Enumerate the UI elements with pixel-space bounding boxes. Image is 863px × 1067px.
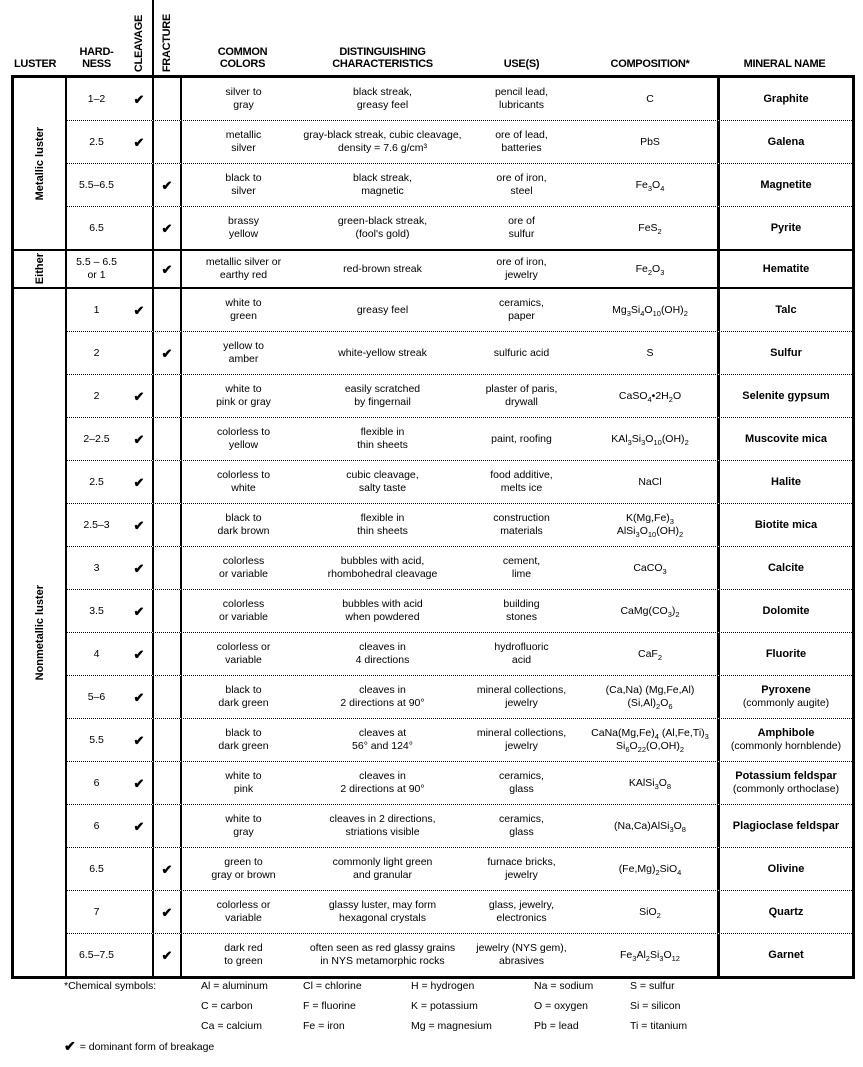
chemical-symbol-entry: Si = silicon <box>630 1000 681 1012</box>
fracture-cell <box>152 762 180 804</box>
mineral-name-cell: Pyrite <box>717 207 852 249</box>
cleavage-cell <box>126 251 152 287</box>
row-biotite-mica <box>67 503 852 546</box>
common-colors-cell: colorless or variable <box>180 891 305 933</box>
row-sulfur <box>67 331 852 374</box>
hardness-cell: 5.5 – 6.5 or 1 <box>76 256 117 281</box>
header-fracture: FRACTURE <box>152 0 180 75</box>
composition-cell: $CaNa(Mg,Fe)_4$ $(Al,Fe,Ti)_3$ $Si_6O_{22}(O,OH)_2$ <box>591 727 709 755</box>
row-halite <box>67 460 852 503</box>
cleavage-cell <box>126 504 152 546</box>
hardness-cell: 5.5–6.5 <box>78 178 115 191</box>
characteristics-cell: green-black streak, (fool's gold) <box>337 215 428 240</box>
fracture-cell <box>152 251 180 287</box>
chemical-symbol-entry: O = oxygen <box>534 1000 588 1012</box>
uses-cell: mineral collections, jewelry <box>476 684 567 709</box>
uses-cell: paint, roofing <box>491 432 552 445</box>
chemical-symbol-entry: K = potassium <box>411 1000 478 1012</box>
cleavage-cell <box>126 207 152 249</box>
cleavage-cell <box>126 719 152 761</box>
mineral-name-cell: Hematite <box>717 251 852 287</box>
row-olivine <box>67 847 852 890</box>
fracture-cell <box>152 461 180 503</box>
chemical-symbol-entry: Pb = lead <box>534 1020 579 1032</box>
cleavage-cell <box>126 891 152 933</box>
check-icon: ✔ <box>133 431 145 447</box>
cleavage-cell <box>126 547 152 589</box>
characteristics-cell: cleaves at 56° and 124° <box>352 727 413 752</box>
fracture-cell <box>152 164 180 206</box>
uses-cell: plaster of paris, drywall <box>485 383 558 408</box>
composition-cell: $Fe_3Al_2Si_3O_{12}$ <box>620 948 680 963</box>
check-icon: ✔ <box>133 732 145 748</box>
check-icon: ✔ <box>133 302 145 318</box>
hardness-cell: 2.5 <box>89 475 104 488</box>
mineral-name-cell: Quartz <box>717 891 852 933</box>
check-icon: ✔ <box>133 560 145 576</box>
hardness-cell: 7 <box>93 905 100 918</box>
check-icon: ✔ <box>161 947 173 963</box>
uses-cell: glass, jewelry, electronics <box>488 899 555 924</box>
common-colors-cell: colorless to yellow <box>180 418 305 460</box>
breakage-key <box>64 1040 214 1053</box>
luster-label: Either <box>33 253 46 285</box>
row-pyrite <box>67 206 852 249</box>
hardness-cell: 2 <box>93 389 100 402</box>
uses-cell: hydrofluoric acid <box>494 641 549 666</box>
hardness-cell: 6 <box>93 819 100 832</box>
chemical-symbols-key <box>64 976 722 1036</box>
composition-cell: $K(Mg,Fe)_3$ $AlSi_3O_{10}(OH)_2$ <box>616 512 684 540</box>
composition-cell: (Ca,Na) (Mg,Fe,Al) $(Si,Al)_2O_6$ <box>605 684 695 712</box>
characteristics-cell: greasy feel <box>356 303 409 316</box>
hardness-cell: 6.5 <box>89 221 104 234</box>
breakage-key-text: = dominant form of breakage <box>79 1040 215 1053</box>
fracture-cell <box>152 78 180 120</box>
characteristics-cell: glassy luster, may form hexagonal crystals <box>328 899 437 924</box>
common-colors-cell: colorless or variable <box>180 633 305 675</box>
row-talc <box>67 289 852 331</box>
fracture-cell <box>152 121 180 163</box>
mineral-name-cell: Muscovite mica <box>717 418 852 460</box>
uses-cell: construction materials <box>493 512 550 537</box>
fracture-cell <box>152 891 180 933</box>
mineral-name-cell: Amphibole (commonly hornblende) <box>717 719 852 761</box>
uses-cell: ceramics, paper <box>499 297 544 322</box>
chemical-symbol-entry: S = sulfur <box>630 980 675 992</box>
hardness-cell: 6.5 <box>89 862 104 875</box>
check-icon: ✔ <box>133 603 145 619</box>
uses-cell: food additive, melts ice <box>490 469 553 494</box>
luster-group-metallic-luster <box>14 78 852 249</box>
common-colors-cell: black to dark brown <box>180 504 305 546</box>
chemical-symbol-entry: H = hydrogen <box>411 980 475 992</box>
properties-of-common-minerals-table <box>11 0 855 979</box>
common-colors-cell: metallic silver <box>180 121 305 163</box>
mineral-name-cell: Olivine <box>717 848 852 890</box>
fracture-cell <box>152 207 180 249</box>
chemical-symbol-entry: Al = aluminum <box>201 980 268 992</box>
cleavage-cell <box>126 762 152 804</box>
composition-cell: FeS$_2$ <box>638 221 662 236</box>
common-colors-cell: black to dark green <box>180 719 305 761</box>
characteristics-cell: commonly light green and granular <box>332 856 433 881</box>
group-rows <box>67 78 852 249</box>
composition-cell: PbS <box>640 135 660 148</box>
cleavage-cell <box>126 289 152 331</box>
hardness-cell: 5.5 <box>89 733 104 746</box>
mineral-name-cell: Garnet <box>717 934 852 976</box>
hardness-cell: 2 <box>93 346 100 359</box>
uses-cell: ore of lead, batteries <box>495 129 548 154</box>
uses-cell: pencil lead, lubricants <box>494 86 549 111</box>
cleavage-cell <box>126 164 152 206</box>
luster-group-either <box>14 249 852 287</box>
check-icon: ✔ <box>64 1038 76 1054</box>
hardness-cell: 1 <box>93 303 100 316</box>
cleavage-cell <box>126 590 152 632</box>
mineral-name-cell: Galena <box>717 121 852 163</box>
characteristics-cell: white-yellow streak <box>338 346 427 359</box>
mineral-name-cell: Biotite mica <box>717 504 852 546</box>
chemical-symbol-entry: Ca = calcium <box>201 1020 262 1032</box>
chemical-symbol-entry: Na = sodium <box>534 980 594 992</box>
fracture-cell <box>152 719 180 761</box>
composition-cell: CaF$_2$ <box>637 647 662 662</box>
row-fluorite <box>67 632 852 675</box>
check-icon: ✔ <box>161 177 173 193</box>
hardness-cell: 1–2 <box>87 92 106 105</box>
check-icon: ✔ <box>133 474 145 490</box>
chemical-symbols-label: *Chemical symbols: <box>64 980 157 992</box>
fracture-cell <box>152 848 180 890</box>
row-graphite <box>67 78 852 120</box>
cleavage-cell <box>126 375 152 417</box>
chemical-symbols-column <box>411 976 534 1036</box>
luster-group-nonmetallic-luster <box>14 287 852 976</box>
composition-cell: SiO$_2$ <box>639 905 661 920</box>
chemical-symbols-column <box>534 976 630 1036</box>
characteristics-cell: black streak, magnetic <box>353 172 412 197</box>
fracture-cell <box>152 504 180 546</box>
chemical-symbol-entry: Cl = chlorine <box>303 980 362 992</box>
row-plagioclase-feldspar <box>67 804 852 847</box>
common-colors-cell: colorless to white <box>180 461 305 503</box>
chemical-symbol-entry: Ti = titanium <box>630 1020 688 1032</box>
mineral-name-cell: Pyroxene (commonly augite) <box>717 676 852 718</box>
characteristics-cell: flexible in thin sheets <box>357 426 408 451</box>
group-rows <box>67 289 852 976</box>
check-icon: ✔ <box>133 689 145 705</box>
fracture-cell <box>152 590 180 632</box>
mineral-name-cell: Magnetite <box>717 164 852 206</box>
hardness-cell: 4 <box>93 647 100 660</box>
composition-cell: S <box>646 346 654 359</box>
header-mineral-name: MINERAL NAME <box>743 58 826 70</box>
row-potassium-feldspar <box>67 761 852 804</box>
fracture-cell <box>152 547 180 589</box>
table-body <box>11 75 855 979</box>
cleavage-cell <box>126 332 152 374</box>
check-icon: ✔ <box>161 904 173 920</box>
uses-cell: cement, lime <box>502 555 541 580</box>
common-colors-cell: silver to gray <box>180 78 305 120</box>
cleavage-cell <box>126 121 152 163</box>
luster-label: Nonmetallic luster <box>33 584 46 681</box>
row-selenite-gypsum <box>67 374 852 417</box>
common-colors-cell: brassy yellow <box>180 207 305 249</box>
uses-cell: ceramics, glass <box>499 813 544 838</box>
cleavage-cell <box>126 461 152 503</box>
chemical-symbols-columns <box>201 976 722 1036</box>
composition-cell: CaCO$_3$ <box>633 561 667 576</box>
chemical-symbols-column <box>303 976 411 1036</box>
header-cleavage: CLEAVAGE <box>133 14 145 72</box>
check-icon: ✔ <box>133 818 145 834</box>
row-calcite <box>67 546 852 589</box>
check-icon: ✔ <box>161 345 173 361</box>
mineral-name-cell: Dolomite <box>717 590 852 632</box>
fracture-cell <box>152 633 180 675</box>
uses-cell: jewelry (NYS gem), abrasives <box>476 942 567 967</box>
fracture-cell <box>152 289 180 331</box>
common-colors-cell: colorless or variable <box>180 547 305 589</box>
hardness-cell: 2.5 <box>89 135 104 148</box>
common-colors-cell: yellow to amber <box>180 332 305 374</box>
common-colors-cell: white to green <box>180 289 305 331</box>
characteristics-cell: easily scratched by fingernail <box>344 383 421 408</box>
fracture-cell <box>152 934 180 976</box>
mineral-name-cell: Fluorite <box>717 633 852 675</box>
group-rows <box>67 251 852 287</box>
characteristics-cell: bubbles with acid when powdered <box>342 598 423 623</box>
row-muscovite-mica <box>67 417 852 460</box>
characteristics-cell: cleaves in 2 directions at 90° <box>340 770 425 795</box>
hardness-cell: 2–2.5 <box>83 432 110 445</box>
cleavage-cell <box>126 78 152 120</box>
hardness-cell: 2.5–3 <box>83 518 110 531</box>
row-galena <box>67 120 852 163</box>
mineral-name-cell: Graphite <box>717 78 852 120</box>
uses-cell: ceramics, glass <box>499 770 544 795</box>
common-colors-cell: black to dark green <box>180 676 305 718</box>
check-icon: ✔ <box>133 134 145 150</box>
chemical-symbols-column <box>201 976 303 1036</box>
check-icon: ✔ <box>133 517 145 533</box>
cleavage-cell <box>126 633 152 675</box>
common-colors-cell: metallic silver or earthy red <box>180 251 305 287</box>
mineral-name-cell: Talc <box>717 289 852 331</box>
luster-cell <box>14 251 67 287</box>
luster-cell <box>14 289 67 976</box>
characteristics-cell: cleaves in 2 directions, striations visible <box>329 813 436 838</box>
check-icon: ✔ <box>161 861 173 877</box>
cleavage-cell <box>126 934 152 976</box>
uses-cell: sulfuric acid <box>493 346 550 359</box>
check-icon: ✔ <box>133 91 145 107</box>
characteristics-cell: cleaves in 4 directions <box>355 641 410 666</box>
uses-cell: building stones <box>503 598 540 623</box>
check-icon: ✔ <box>161 261 173 277</box>
row-amphibole <box>67 718 852 761</box>
cleavage-cell <box>126 848 152 890</box>
table-header-row <box>11 0 855 75</box>
header-common-colors: COMMON COLORS <box>217 46 268 70</box>
row-dolomite <box>67 589 852 632</box>
mineral-name-cell: Selenite gypsum <box>717 375 852 417</box>
row-magnetite <box>67 163 852 206</box>
composition-cell: $(Fe,Mg)_2SiO_4$ <box>618 862 682 877</box>
check-icon: ✔ <box>133 388 145 404</box>
composition-cell: $(Na,Ca)AlSi_3O_8$ <box>614 819 686 834</box>
characteristics-cell: black streak, greasy feel <box>353 86 412 111</box>
composition-cell: $CaSO_4•2H_2O$ <box>618 389 682 404</box>
composition-cell: C <box>646 92 654 105</box>
check-icon: ✔ <box>133 646 145 662</box>
row-pyroxene <box>67 675 852 718</box>
chemical-symbols-column <box>630 976 722 1036</box>
characteristics-cell: often seen as red glassy grains in NYS metamorphic rocks <box>309 942 456 967</box>
luster-cell <box>14 78 67 249</box>
fracture-cell <box>152 805 180 847</box>
characteristics-cell: red-brown streak <box>343 262 422 275</box>
check-icon: ✔ <box>161 220 173 236</box>
header-composition: COMPOSITION* <box>610 58 690 70</box>
composition-cell: $KAlSi_3O_8$ <box>628 776 672 791</box>
uses-cell: ore of iron, steel <box>496 172 547 197</box>
uses-cell: ore of sulfur <box>508 215 535 240</box>
characteristics-cell: gray-black streak, cubic cleavage, density = 7.6 g/cm³ <box>303 129 462 154</box>
uses-cell: furnace bricks, jewelry <box>487 856 556 881</box>
mineral-name-cell: Halite <box>717 461 852 503</box>
chemical-symbol-entry: Mg = magnesium <box>411 1020 492 1032</box>
chemical-symbol-entry: C = carbon <box>201 1000 253 1012</box>
cleavage-cell <box>126 418 152 460</box>
characteristics-cell: flexible in thin sheets <box>357 512 408 537</box>
composition-cell: $KAl_3Si_3O_{10}(OH)_2$ <box>611 432 689 447</box>
common-colors-cell: colorless or variable <box>180 590 305 632</box>
hardness-cell: 6 <box>93 776 100 789</box>
fracture-cell <box>152 375 180 417</box>
row-garnet <box>67 933 852 976</box>
composition-cell: NaCl <box>638 475 662 488</box>
header-hardness: HARD- NESS <box>79 46 114 70</box>
hardness-cell: 6.5–7.5 <box>78 948 115 961</box>
mineral-name-cell: Calcite <box>717 547 852 589</box>
characteristics-cell: bubbles with acid, rhombohedral cleavage <box>327 555 438 580</box>
header-uses: USE(S) <box>503 58 540 70</box>
luster-label: Metallic luster <box>33 126 46 201</box>
common-colors-cell: black to silver <box>180 164 305 206</box>
common-colors-cell: white to pink or gray <box>180 375 305 417</box>
mineral-name-cell: Potassium feldspar (commonly orthoclase) <box>717 762 852 804</box>
characteristics-cell: cleaves in 2 directions at 90° <box>340 684 425 709</box>
fracture-cell <box>152 418 180 460</box>
common-colors-cell: white to gray <box>180 805 305 847</box>
fracture-cell <box>152 676 180 718</box>
common-colors-cell: dark red to green <box>180 934 305 976</box>
common-colors-cell: green to gray or brown <box>180 848 305 890</box>
check-icon: ✔ <box>133 775 145 791</box>
composition-cell: $Mg_3Si_4O_{10}(OH)_2$ <box>612 303 688 318</box>
chemical-symbol-entry: Fe = iron <box>303 1020 345 1032</box>
composition-cell: $CaMg(CO_3)_2$ <box>620 604 680 619</box>
composition-cell: $Fe_3O_4$ <box>635 178 665 193</box>
header-luster: LUSTER <box>14 58 57 70</box>
characteristics-cell: cubic cleavage, salty taste <box>346 469 419 494</box>
mineral-name-cell: Plagioclase feldspar <box>717 805 852 847</box>
composition-cell: $Fe_2O_3$ <box>635 262 665 277</box>
cleavage-cell <box>126 805 152 847</box>
row-hematite <box>67 251 852 287</box>
row-quartz <box>67 890 852 933</box>
mineral-name-cell: Sulfur <box>717 332 852 374</box>
cleavage-cell <box>126 676 152 718</box>
uses-cell: mineral collections, jewelry <box>476 727 567 752</box>
header-distinguishing-characteristics: DISTINGUISHING CHARACTERISTICS <box>332 46 433 70</box>
chemical-symbol-entry: F = fluorine <box>303 1000 356 1012</box>
hardness-cell: 3.5 <box>89 604 104 617</box>
uses-cell: ore of iron, jewelry <box>496 256 547 281</box>
hardness-cell: 5–6 <box>87 690 106 703</box>
fracture-cell <box>152 332 180 374</box>
common-colors-cell: white to pink <box>180 762 305 804</box>
hardness-cell: 3 <box>93 561 100 574</box>
